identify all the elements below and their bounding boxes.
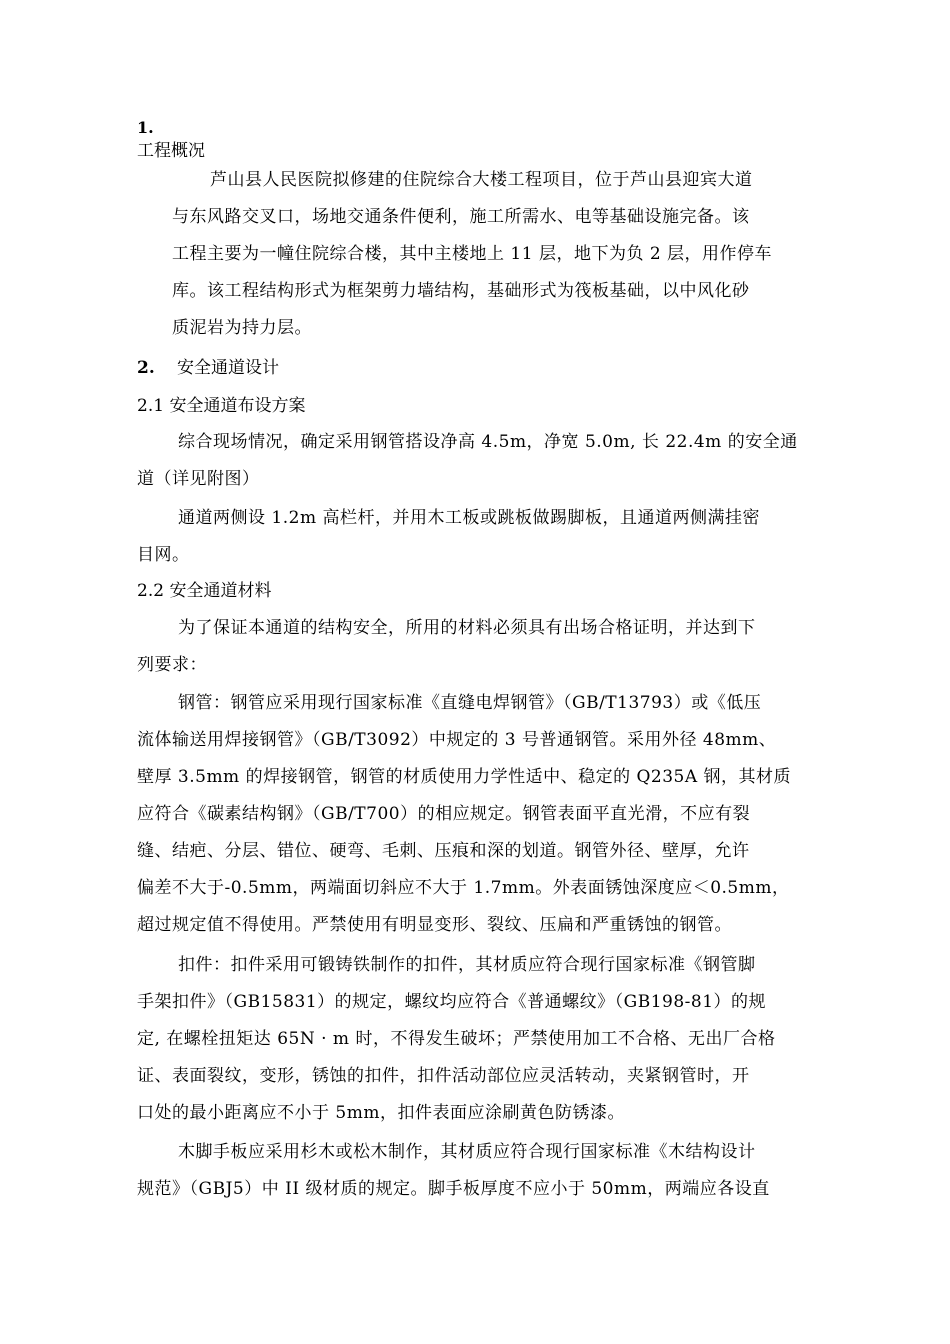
text-line: 证、表面裂纹，变形，锈蚀的扣件，扣件活动部位应灵活转动，夹紧钢管时，开 (137, 1066, 750, 1086)
section-2-2-steel-pipe (137, 685, 791, 944)
text-line: 应符合《碳素结构钢》（GB/T700）的相应规定。钢管表面平直光滑，不应有裂 (137, 804, 751, 824)
section-2-heading (137, 354, 279, 382)
text-line: 钢管：钢管应采用现行国家标准《直缝电焊钢管》（GB/T13793）或《低压 (178, 693, 762, 713)
text-line: 壁厚 3.5mm 的焊接钢管，钢管的材质使用力学性适中、稳定的 Q235A 钢，其材质 (137, 767, 792, 787)
section-2-number: 2. (137, 358, 155, 378)
text-line: 规范》（GBJ5）中 II 级材质的规定。脚手板厚度不应小于 50mm，两端应各设直 (137, 1179, 770, 1199)
text-line: 综合现场情况，确定采用钢管搭设净高 4.5m，净宽 5.0m, 长 22.4m 的安全通 (178, 432, 798, 452)
section-2-2-fastener (137, 947, 775, 1132)
section-2-2-intro (137, 610, 756, 684)
text-line: 芦山县人民医院拟修建的住院综合大楼工程项目，位于芦山县迎宾大道 (210, 170, 753, 190)
section-1-paragraph (172, 162, 772, 347)
text-line: 扣件：扣件采用可锻铸铁制作的扣件，其材质应符合现行国家标准《钢管脚 (178, 955, 756, 975)
text-line: 工程主要为一幢住院综合楼，其中主楼地上 11 层，地下为负 2 层，用作停车 (172, 244, 773, 264)
section-2-1-paragraph-2 (137, 500, 760, 574)
text-line: 道（详见附图） (137, 469, 260, 489)
text-line: 偏差不大于-0.5mm，两端面切斜应不大于 1.7mm。外表面锈蚀深度应＜0.5mm， (137, 878, 790, 898)
section-2-1-title: 2.1 安全通道布设方案 (137, 396, 306, 416)
text-line: 定, 在螺栓扭矩达 65N · m 时，不得发生破坏；严禁使用加工不合格、无出厂合格 (137, 1029, 776, 1049)
text-line: 超过规定值不得使用。严禁使用有明显变形、裂纹、压扁和严重锈蚀的钢管。 (137, 915, 732, 935)
text-line: 手架扣件》（GB15831）的规定，螺纹均应符合《普通螺纹》（GB198-81）的规 (137, 992, 767, 1012)
section-1-title: 工程概况 (137, 141, 205, 161)
text-line: 口处的最小距离应不小于 5mm，扣件表面应涂刷黄色防锈漆。 (137, 1103, 625, 1123)
text-line: 库。该工程结构形式为框架剪力墙结构，基础形式为筏板基础，以中风化砂 (172, 281, 750, 301)
text-line: 与东风路交叉口，场地交通条件便利，施工所需水、电等基础设施完备。该 (172, 207, 750, 227)
text-line: 缝、结疤、分层、错位、硬弯、毛刺、压痕和深的划道。钢管外径、壁厚，允许 (137, 841, 750, 861)
text-line: 质泥岩为持力层。 (172, 318, 312, 338)
text-line: 流体输送用焊接钢管》（GB/T3092）中规定的 3 号普通钢管。采用外径 48mm、 (137, 730, 777, 750)
text-line: 列要求： (137, 655, 207, 675)
section-2-2-scaffold-board (137, 1134, 770, 1208)
text-line: 目网。 (137, 545, 190, 565)
section-2-2-title: 2.2 安全通道材料 (137, 581, 272, 601)
section-2-1-paragraph-1 (137, 424, 798, 498)
text-line: 通道两侧设 1.2m 高栏杆，并用木工板或跳板做踢脚板，且通道两侧满挂密 (178, 508, 760, 528)
text-line: 木脚手板应采用杉木或松木制作，其材质应符合现行国家标准《木结构设计 (178, 1142, 756, 1162)
section-2-title: 安全通道设计 (177, 358, 279, 378)
section-1-number: 1. (137, 118, 154, 137)
text-line: 为了保证本通道的结构安全，所用的材料必须具有出场合格证明，并达到下 (178, 618, 756, 638)
